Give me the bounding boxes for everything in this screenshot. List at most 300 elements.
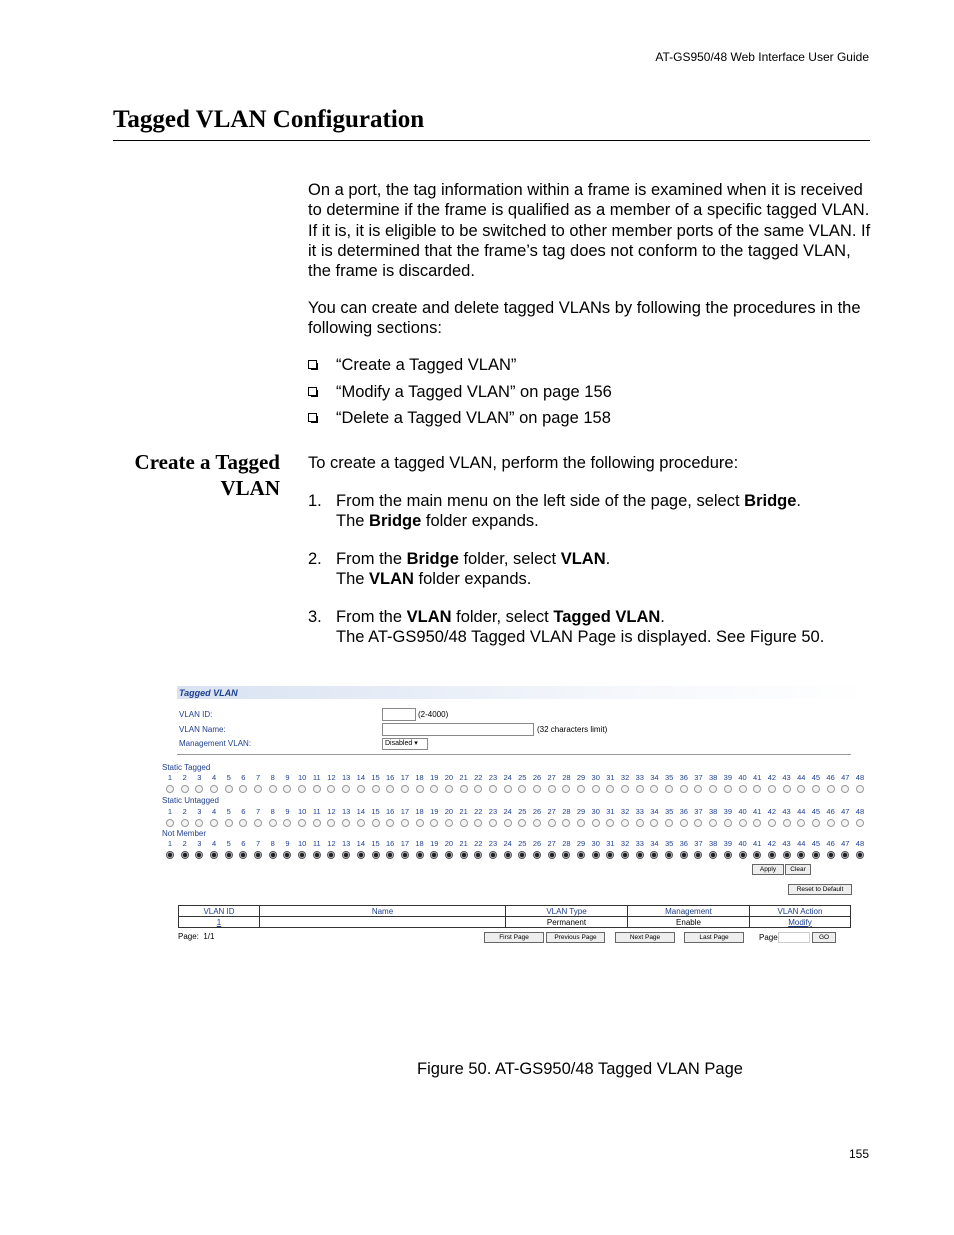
port-radio[interactable] — [856, 851, 864, 859]
port-radio[interactable] — [753, 785, 761, 793]
port-number-label: 7 — [255, 773, 261, 782]
port-radio[interactable] — [401, 819, 409, 827]
port-number-label: 16 — [386, 839, 395, 848]
port-number-label: 5 — [226, 773, 231, 782]
port-number-label: 26 — [532, 773, 542, 782]
port-radio[interactable] — [430, 819, 438, 827]
port-radio[interactable] — [562, 785, 570, 793]
checkbox-bullet-icon — [308, 413, 317, 422]
port-number-label: 16 — [386, 807, 395, 816]
port-number-label: 45 — [811, 807, 821, 816]
port-radio[interactable] — [739, 819, 747, 827]
port-number-label: 9 — [285, 773, 290, 782]
port-radio[interactable] — [210, 819, 218, 827]
port-radio[interactable] — [592, 785, 600, 793]
vlan-table — [178, 905, 851, 928]
port-radio[interactable] — [739, 785, 747, 793]
port-number-label: 17 — [400, 773, 410, 782]
port-number-label: 39 — [723, 773, 732, 782]
port-number-label: 12 — [327, 807, 336, 816]
port-radio[interactable] — [298, 819, 306, 827]
port-radio[interactable] — [694, 819, 702, 827]
port-radio[interactable] — [621, 851, 629, 859]
port-number-label: 41 — [753, 839, 762, 848]
port-number-label: 43 — [782, 773, 791, 782]
port-radio[interactable] — [621, 819, 629, 827]
port-number-label: 3 — [197, 773, 202, 782]
port-number-label: 8 — [270, 773, 275, 782]
port-radio[interactable] — [327, 819, 335, 827]
port-number-label: 16 — [386, 773, 395, 782]
port-radio[interactable] — [298, 785, 306, 793]
port-number-label: 1 — [167, 807, 173, 816]
port-radio[interactable] — [856, 785, 864, 793]
port-radio[interactable] — [665, 851, 673, 859]
static-untagged-label: Static Untagged — [162, 796, 219, 805]
port-number-label: 22 — [474, 807, 483, 816]
port-number-label: 36 — [679, 807, 688, 816]
form-divider — [177, 754, 851, 755]
port-radio[interactable] — [650, 819, 658, 827]
first-page-button[interactable]: First Page — [484, 932, 544, 943]
port-number-label: 2 — [182, 839, 187, 848]
port-radio[interactable] — [753, 851, 761, 859]
port-radio[interactable] — [181, 851, 189, 859]
port-radio[interactable] — [783, 819, 791, 827]
port-radio[interactable] — [783, 785, 791, 793]
static-tagged-label: Static Tagged — [162, 763, 211, 772]
port-radio[interactable] — [460, 785, 468, 793]
procedure-intro: To create a tagged VLAN, perform the following procedure: — [308, 454, 739, 472]
port-radio[interactable] — [372, 819, 380, 827]
port-radio[interactable] — [827, 785, 835, 793]
last-page-button[interactable]: Last Page — [684, 932, 744, 943]
port-radio[interactable] — [357, 851, 365, 859]
port-radio[interactable] — [283, 851, 291, 859]
port-radio[interactable] — [166, 785, 174, 793]
port-number-label: 20 — [444, 773, 454, 782]
port-number-label: 14 — [356, 839, 365, 848]
port-number-label: 23 — [488, 839, 498, 848]
running-header: AT-GS950/48 Web Interface User Guide — [655, 50, 869, 64]
port-number-label: 28 — [562, 839, 571, 848]
port-radio[interactable] — [386, 819, 394, 827]
port-radio[interactable] — [856, 819, 864, 827]
port-radio[interactable] — [548, 851, 556, 859]
port-radio[interactable] — [812, 819, 820, 827]
port-radio[interactable] — [460, 851, 468, 859]
port-number-label: 28 — [562, 773, 571, 782]
vlan-id-note: (2-4000) — [418, 710, 449, 719]
port-number-label: 6 — [241, 839, 246, 848]
port-number-label: 38 — [708, 839, 718, 848]
port-number-label: 23 — [488, 807, 498, 816]
port-number-label: 31 — [606, 807, 615, 816]
port-radio[interactable] — [386, 851, 394, 859]
port-radio[interactable] — [533, 819, 541, 827]
port-number-label: 25 — [518, 839, 527, 848]
port-radio[interactable] — [445, 819, 453, 827]
port-radio[interactable] — [592, 851, 600, 859]
port-number-label: 25 — [518, 807, 527, 816]
vlan-name-label: VLAN Name: — [179, 725, 226, 734]
port-number-label: 27 — [547, 807, 556, 816]
port-radio[interactable] — [650, 785, 658, 793]
port-number-label: 21 — [459, 839, 468, 848]
port-radio[interactable] — [783, 851, 791, 859]
port-radio[interactable] — [812, 851, 820, 859]
port-radio[interactable] — [680, 819, 688, 827]
port-number-label: 46 — [826, 839, 835, 848]
port-radio[interactable] — [283, 819, 291, 827]
table-row — [179, 917, 851, 928]
page-title: Tagged VLAN Configuration — [113, 106, 425, 133]
port-number-label: 38 — [708, 773, 718, 782]
port-radio[interactable] — [724, 819, 732, 827]
port-radio[interactable] — [342, 851, 350, 859]
port-number-label: 1 — [167, 773, 173, 782]
port-radio[interactable] — [562, 819, 570, 827]
management-vlan-label: Management VLAN: — [179, 739, 252, 748]
port-radio[interactable] — [342, 785, 350, 793]
port-radio[interactable] — [636, 851, 644, 859]
port-number-label: 11 — [312, 839, 321, 848]
port-number-label: 45 — [811, 839, 821, 848]
port-radio[interactable] — [269, 819, 277, 827]
port-radio[interactable] — [577, 785, 585, 793]
previous-page-button[interactable]: Previous Page — [546, 932, 605, 943]
port-number-label: 43 — [782, 839, 791, 848]
management-vlan-select[interactable]: Disabled ▾ — [382, 738, 428, 750]
port-radio[interactable] — [166, 851, 174, 859]
port-radio[interactable] — [416, 785, 424, 793]
port-radio[interactable] — [665, 785, 673, 793]
port-number-label: 42 — [767, 839, 777, 848]
port-radio[interactable] — [401, 785, 409, 793]
port-number-label: 15 — [371, 807, 380, 816]
port-radio[interactable] — [313, 851, 321, 859]
port-radio[interactable] — [797, 819, 805, 827]
port-radio[interactable] — [195, 819, 203, 827]
port-radio[interactable] — [504, 851, 512, 859]
vlan-id-label: VLAN ID: — [179, 710, 213, 719]
port-radio[interactable] — [445, 785, 453, 793]
port-radio[interactable] — [739, 851, 747, 859]
port-number-label: 41 — [753, 807, 762, 816]
port-number-label: 4 — [211, 773, 217, 782]
port-number-label: 15 — [371, 773, 380, 782]
port-number-label: 24 — [503, 839, 512, 848]
port-radio[interactable] — [606, 851, 614, 859]
port-radio[interactable] — [225, 851, 233, 859]
section-list — [308, 355, 873, 435]
port-number-label: 13 — [341, 807, 351, 816]
port-radio[interactable] — [239, 785, 247, 793]
port-number-label: 36 — [679, 773, 688, 782]
port-number-label: 18 — [415, 807, 424, 816]
port-number-label: 17 — [400, 807, 410, 816]
port-number-label: 6 — [241, 773, 246, 782]
port-radio[interactable] — [283, 785, 291, 793]
port-number-label: 48 — [855, 839, 865, 848]
port-number-label: 10 — [297, 773, 307, 782]
port-radio[interactable] — [797, 851, 805, 859]
table-header-row: VLAN ID Name VLAN Type Management VLAN Action — [179, 906, 851, 917]
port-radio[interactable] — [313, 785, 321, 793]
port-radio[interactable] — [768, 851, 776, 859]
port-radio[interactable] — [606, 819, 614, 827]
port-radio[interactable] — [518, 819, 526, 827]
port-number-label: 10 — [297, 839, 307, 848]
port-radio[interactable] — [195, 851, 203, 859]
port-number-label: 4 — [211, 839, 217, 848]
port-radio[interactable] — [841, 819, 849, 827]
port-radio[interactable] — [298, 851, 306, 859]
modify-link[interactable]: Modify — [750, 917, 851, 928]
port-number-label: 18 — [415, 773, 424, 782]
port-radio[interactable] — [724, 851, 732, 859]
port-number-label: 7 — [255, 807, 261, 816]
vlan-id-input[interactable] — [382, 708, 416, 721]
port-number-label: 6 — [241, 807, 246, 816]
page-number-input[interactable] — [778, 932, 810, 943]
port-number-label: 11 — [312, 773, 321, 782]
checkbox-bullet-icon — [308, 387, 317, 396]
port-radio[interactable] — [665, 819, 673, 827]
port-number-label: 46 — [826, 807, 835, 816]
port-radio[interactable] — [548, 785, 556, 793]
port-number-label: 1 — [167, 839, 173, 848]
management-cell: Enable — [628, 917, 750, 928]
port-radio[interactable] — [210, 851, 218, 859]
port-number-label: 47 — [841, 839, 850, 848]
vlan-type-cell: Permanent — [506, 917, 628, 928]
port-radio[interactable] — [577, 819, 585, 827]
port-number-label: 42 — [767, 807, 777, 816]
port-number-label: 21 — [459, 773, 468, 782]
port-radio[interactable] — [518, 785, 526, 793]
port-radio[interactable] — [460, 819, 468, 827]
port-number-label: 4 — [211, 807, 217, 816]
not-member-label: Not Member — [162, 829, 207, 838]
port-radio[interactable] — [709, 785, 717, 793]
port-number-label: 43 — [782, 807, 791, 816]
port-radio[interactable] — [254, 851, 262, 859]
port-radio[interactable] — [474, 819, 482, 827]
port-radio[interactable] — [533, 785, 541, 793]
tagged-vlan-figure — [160, 684, 872, 946]
port-number-label: 34 — [650, 839, 659, 848]
port-radio[interactable] — [430, 851, 438, 859]
apply-button[interactable]: Apply — [752, 864, 784, 875]
port-radio[interactable] — [680, 785, 688, 793]
port-radio[interactable] — [357, 819, 365, 827]
port-number-label: 35 — [664, 839, 674, 848]
port-radio[interactable] — [181, 819, 189, 827]
port-radio[interactable] — [709, 819, 717, 827]
port-number-label: 44 — [797, 773, 806, 782]
port-number-label: 23 — [488, 773, 498, 782]
port-radio[interactable] — [181, 785, 189, 793]
port-number-label: 38 — [708, 807, 718, 816]
port-number-label: 7 — [255, 839, 261, 848]
port-radio[interactable] — [768, 819, 776, 827]
port-radio[interactable] — [225, 785, 233, 793]
go-button[interactable]: GO — [812, 932, 836, 943]
vlan-name-input[interactable] — [382, 723, 534, 736]
port-radio[interactable] — [489, 819, 497, 827]
port-radio[interactable] — [416, 851, 424, 859]
port-number-label: 27 — [547, 839, 556, 848]
port-number-label: 10 — [297, 807, 307, 816]
port-number-label: 40 — [738, 773, 747, 782]
port-number-label: 45 — [811, 773, 821, 782]
port-radio[interactable] — [694, 851, 702, 859]
port-number-label: 30 — [591, 807, 600, 816]
port-number-label: 19 — [430, 773, 439, 782]
port-number-label: 11 — [312, 807, 321, 816]
port-number-label: 39 — [723, 807, 732, 816]
port-number-label: 34 — [650, 773, 659, 782]
port-number-label: 29 — [576, 807, 586, 816]
port-radio[interactable] — [841, 851, 849, 859]
port-number-label: 12 — [327, 773, 336, 782]
port-radio[interactable] — [606, 785, 614, 793]
port-number-label: 24 — [503, 807, 512, 816]
next-page-button[interactable]: Next Page — [615, 932, 675, 943]
port-radio[interactable] — [827, 851, 835, 859]
port-radio[interactable] — [592, 819, 600, 827]
port-radio[interactable] — [827, 819, 835, 827]
port-radio[interactable] — [636, 819, 644, 827]
port-radio[interactable] — [327, 851, 335, 859]
port-radio[interactable] — [812, 785, 820, 793]
port-number-label: 26 — [532, 839, 542, 848]
port-radio[interactable] — [342, 819, 350, 827]
port-radio[interactable] — [313, 819, 321, 827]
port-radio[interactable] — [416, 819, 424, 827]
port-number-label: 37 — [694, 839, 703, 848]
port-radio[interactable] — [636, 785, 644, 793]
clear-button[interactable]: Clear — [785, 864, 811, 875]
port-radio[interactable] — [841, 785, 849, 793]
port-radio[interactable] — [239, 851, 247, 859]
port-number-label: 25 — [518, 773, 527, 782]
port-radio[interactable] — [401, 851, 409, 859]
port-radio[interactable] — [210, 785, 218, 793]
port-radio[interactable] — [753, 819, 761, 827]
port-number-label: 33 — [635, 773, 644, 782]
port-number-label: 40 — [738, 839, 747, 848]
port-radio[interactable] — [239, 819, 247, 827]
port-radio[interactable] — [577, 851, 585, 859]
port-radio[interactable] — [474, 785, 482, 793]
port-radio[interactable] — [254, 819, 262, 827]
port-number-label: 37 — [694, 807, 703, 816]
port-radio[interactable] — [195, 785, 203, 793]
port-radio[interactable] — [504, 785, 512, 793]
port-radio[interactable] — [269, 851, 277, 859]
port-radio[interactable] — [166, 819, 174, 827]
port-number-label: 29 — [576, 773, 586, 782]
port-number-label: 40 — [738, 807, 747, 816]
port-number-label: 14 — [356, 773, 365, 782]
port-radio[interactable] — [327, 785, 335, 793]
port-radio[interactable] — [797, 785, 805, 793]
port-radio[interactable] — [225, 819, 233, 827]
vlan-id-cell[interactable]: 1 — [179, 917, 260, 928]
port-number-label: 12 — [327, 839, 336, 848]
port-radio[interactable] — [386, 785, 394, 793]
port-radio[interactable] — [269, 785, 277, 793]
port-radio[interactable] — [724, 785, 732, 793]
port-number-label: 5 — [226, 807, 231, 816]
port-number-label: 32 — [620, 839, 630, 848]
port-number-label: 30 — [591, 773, 600, 782]
port-radio[interactable] — [489, 851, 497, 859]
port-radio[interactable] — [680, 851, 688, 859]
pager-label: Page: 1/1 — [178, 932, 215, 941]
port-radio[interactable] — [254, 785, 262, 793]
intro-paragraph: On a port, the tag information within a frame is examined when it is received to determine if the frame is qualified as a member of a specific tagged VLAN. If it is, it is eligible to be switched to other member ports of the same VLAN. If it is determined that the frame’s tag does not conform to the tagged VLAN, the frame is discarded. — [308, 181, 871, 281]
port-number-label: 35 — [664, 773, 674, 782]
port-number-label: 35 — [664, 807, 674, 816]
port-radio[interactable] — [768, 785, 776, 793]
port-radio[interactable] — [504, 819, 512, 827]
port-number-label: 20 — [444, 839, 454, 848]
port-radio[interactable] — [518, 851, 526, 859]
list-item: “Delete a Tagged VLAN” on page 158 — [308, 408, 873, 435]
port-number-label: 32 — [620, 807, 630, 816]
port-number-label: 18 — [415, 839, 424, 848]
port-number-label: 44 — [797, 839, 806, 848]
port-number-label: 39 — [723, 839, 732, 848]
port-radio[interactable] — [445, 851, 453, 859]
port-radio[interactable] — [548, 819, 556, 827]
port-radio[interactable] — [562, 851, 570, 859]
port-number-label: 47 — [841, 773, 850, 782]
port-number-label: 14 — [356, 807, 365, 816]
port-number-label: 36 — [679, 839, 688, 848]
checkbox-bullet-icon — [308, 360, 317, 369]
port-radio[interactable] — [709, 851, 717, 859]
port-radio[interactable] — [357, 785, 365, 793]
port-radio[interactable] — [621, 785, 629, 793]
port-number-label: 48 — [855, 807, 865, 816]
port-radio[interactable] — [533, 851, 541, 859]
port-number-label: 21 — [459, 807, 468, 816]
port-number-label: 2 — [182, 773, 187, 782]
port-number-label: 29 — [576, 839, 586, 848]
port-number-label: 42 — [767, 773, 777, 782]
port-radio[interactable] — [430, 785, 438, 793]
port-radio[interactable] — [372, 851, 380, 859]
port-radio[interactable] — [694, 785, 702, 793]
reset-to-default-button[interactable]: Reset to Default — [788, 884, 852, 895]
port-number-label: 47 — [841, 807, 850, 816]
port-radio[interactable] — [474, 851, 482, 859]
port-number-label: 22 — [474, 839, 483, 848]
vlan-name-note: (32 characters limit) — [537, 725, 608, 734]
port-number-label: 3 — [197, 839, 202, 848]
port-number-label: 32 — [620, 773, 630, 782]
port-number-label: 19 — [430, 839, 439, 848]
port-radio[interactable] — [489, 785, 497, 793]
port-number-label: 17 — [400, 839, 410, 848]
port-radio[interactable] — [650, 851, 658, 859]
port-number-label: 3 — [197, 807, 202, 816]
port-radio[interactable] — [372, 785, 380, 793]
